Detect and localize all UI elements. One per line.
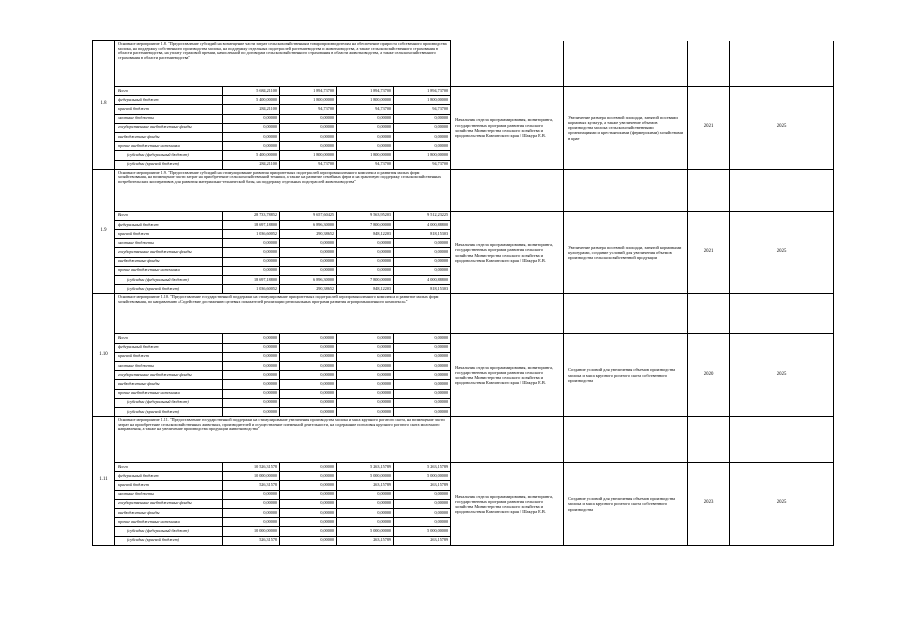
amount-cell: 1 036,60052 (223, 230, 280, 239)
amount-cell: 526,31578 (223, 536, 280, 545)
amount-cell: 0,00000 (394, 248, 451, 257)
amount-cell: 0,00000 (280, 114, 337, 123)
amount-cell: 0,00000 (337, 114, 394, 123)
amount-cell: 1 800,00000 (394, 151, 451, 160)
expected-result: Создание условий для увеличения объемов производства молока и мяса крупного рогатого скота собственного производства (564, 463, 688, 546)
blank-cell (688, 294, 730, 334)
amount-cell: 290,38652 (280, 285, 337, 294)
start-year: 2021 (688, 211, 730, 294)
funding-source-label: федеральный бюджет (115, 343, 223, 352)
amount-cell: 0,00000 (223, 407, 280, 416)
funding-source-label: внебюджетные фонды (115, 380, 223, 389)
funding-source-label: (субсидии (краевой бюджет) (115, 160, 223, 169)
amount-cell: 0,00000 (280, 371, 337, 380)
amount-cell: 0,00000 (223, 371, 280, 380)
amount-cell: 1 800,00000 (394, 96, 451, 105)
funding-source-label: Всего (115, 211, 223, 220)
amount-cell: 0,00000 (337, 407, 394, 416)
end-year: 2025 (730, 211, 834, 294)
blank-cell (451, 294, 564, 334)
document-page (92, 40, 833, 546)
blank-cell (564, 41, 688, 87)
table-row (93, 334, 834, 343)
table-row (93, 87, 834, 96)
amount-cell: 0,00000 (280, 398, 337, 407)
amount-cell: 7 800,00000 (337, 220, 394, 229)
amount-cell: 0,00000 (394, 509, 451, 518)
amount-cell: 0,00000 (223, 361, 280, 370)
amount-cell: 0,00000 (280, 481, 337, 490)
amount-cell: 0,00000 (280, 509, 337, 518)
amount-cell: 1 894,73700 (280, 87, 337, 96)
amount-cell: 18 697,18800 (223, 276, 280, 285)
measure-index: 1.8 (93, 41, 115, 170)
amount-cell: 0,00000 (394, 239, 451, 248)
funding-source-label: прочие внебюджетные источники (115, 142, 223, 151)
amount-cell: 0,00000 (337, 361, 394, 370)
amount-cell: 9 563,95203 (337, 211, 394, 220)
amount-cell: 0,00000 (394, 343, 451, 352)
amount-cell: 0,00000 (394, 142, 451, 151)
blank-cell (451, 41, 564, 87)
amount-cell: 0,00000 (394, 123, 451, 132)
amount-cell: 94,73700 (394, 105, 451, 114)
funding-source-label: внебюджетные фонды (115, 257, 223, 266)
measure-index: 1.11 (93, 417, 115, 546)
amount-cell: 0,00000 (337, 490, 394, 499)
amount-cell: 4 000,88800 (394, 220, 451, 229)
blank-cell (688, 41, 730, 87)
amount-cell: 0,00000 (280, 361, 337, 370)
start-year: 2023 (688, 463, 730, 546)
amount-cell: 0,00000 (280, 407, 337, 416)
amount-cell: 10 526,31578 (223, 463, 280, 472)
amount-cell: 6 896,30000 (280, 220, 337, 229)
amount-cell: 0,00000 (337, 398, 394, 407)
amount-cell: 94,73700 (337, 105, 394, 114)
funding-source-label: (субсидии (федеральный бюджет) (115, 276, 223, 285)
amount-cell: 28 733,78852 (223, 211, 280, 220)
amount-cell: 5 000,00000 (337, 472, 394, 481)
expected-result: Создание условий для увеличения объемов производства молока и мяса крупного рогатого скота собственного производства (564, 334, 688, 417)
funding-source-label: Всего (115, 87, 223, 96)
amount-cell: 1 800,00000 (337, 96, 394, 105)
blank-cell (730, 169, 834, 211)
funding-source-label: (субсидии (федеральный бюджет) (115, 398, 223, 407)
amount-cell: 0,00000 (280, 123, 337, 132)
amount-cell: 290,38652 (280, 230, 337, 239)
funding-source-label: внебюджетные фонды (115, 509, 223, 518)
amount-cell: 0,00000 (394, 490, 451, 499)
expected-result: Увеличение размера посевной площади, занятой кормовыми культурами, создание условий для увеличения объемов производства сельскохозяйственной продукции (564, 211, 688, 294)
amount-cell: 1 800,00000 (280, 151, 337, 160)
blank-cell (451, 417, 564, 463)
amount-cell: 6 896,30000 (280, 276, 337, 285)
measure-title: Основное мероприятие 1.10. "Предоставление государственной поддержки на стимулирование приоритетных подотраслей агропромышленного комплекса и развитие малых форм хозяйствования, по направлению «Содействие достижению целевых показателей реализации региональных программ развития агропромышленного комплекса»" (115, 294, 451, 334)
amount-cell: 0,00000 (394, 266, 451, 275)
amount-cell: 0,00000 (337, 509, 394, 518)
amount-cell: 0,00000 (394, 257, 451, 266)
responsible-person: Начальник отдела программирования, мониторинга, государственных программ развития сельского хозяйства Министерства сельского хозяйства и продовольствия Камчатского края / Шакура Е.В. (451, 334, 564, 417)
amount-cell: 0,00000 (337, 132, 394, 141)
amount-cell: 0,00000 (223, 334, 280, 343)
end-year: 2025 (730, 463, 834, 546)
amount-cell: 284,21100 (223, 105, 280, 114)
amount-cell: 0,00000 (394, 407, 451, 416)
amount-cell: 0,00000 (337, 380, 394, 389)
blank-cell (564, 169, 688, 211)
amount-cell: 0,00000 (280, 527, 337, 536)
amount-cell: 0,00000 (337, 518, 394, 527)
amount-cell: 818,15303 (394, 285, 451, 294)
amount-cell: 0,00000 (280, 518, 337, 527)
funding-source-label: местные бюджеты (115, 361, 223, 370)
funding-source-label: (субсидии (краевой бюджет) (115, 536, 223, 545)
amount-cell: 0,00000 (280, 239, 337, 248)
amount-cell: 0,00000 (280, 490, 337, 499)
amount-cell: 10 000,00000 (223, 527, 280, 536)
amount-cell: 94,73700 (280, 105, 337, 114)
amount-cell: 94,73700 (394, 160, 451, 169)
amount-cell: 0,00000 (223, 398, 280, 407)
blank-cell (564, 417, 688, 463)
responsible-person: Начальник отдела программирования, мониторинга, государственных программ развития сельского хозяйства Министерства сельского хозяйства и продовольствия Камчатского края / Шакура Е.В. (451, 211, 564, 294)
blank-cell (730, 41, 834, 87)
amount-cell: 0,00000 (280, 257, 337, 266)
amount-cell: 848,12203 (337, 230, 394, 239)
amount-cell: 0,00000 (337, 142, 394, 151)
amount-cell: 0,00000 (223, 389, 280, 398)
responsible-person: Начальник отдела программирования, мониторинга, государственных программ развития сельского хозяйства Министерства сельского хозяйства и продовольствия Камчатского края / Шакура Е.В. (451, 87, 564, 170)
amount-cell: 1 036,60052 (223, 285, 280, 294)
funding-source-label: (субсидии (краевой бюджет) (115, 285, 223, 294)
amount-cell: 0,00000 (337, 123, 394, 132)
measure-title: Основное мероприятие 1.9. "Предоставление субсидий на стимулирование развития приоритетных подотраслей агропромышленного комплекса и развития малых форм хозяйствования, на возмещение части затрат на приобретение сельскохозяйственной техники, а также на развитие семейных ферм и на грантовую поддержку сельскохозяйственных потребительских кооперативов для развития материально-технической базы, на поддержку отдельных подотраслей животноводства" (115, 169, 451, 211)
funding-source-label: прочие внебюджетные источники (115, 266, 223, 275)
amount-cell: 284,21100 (223, 160, 280, 169)
amount-cell: 0,00000 (280, 472, 337, 481)
amount-cell: 0,00000 (280, 266, 337, 275)
amount-cell: 0,00000 (223, 123, 280, 132)
measure-title-row (93, 169, 834, 211)
amount-cell: 0,00000 (223, 132, 280, 141)
amount-cell: 848,12203 (337, 285, 394, 294)
amount-cell: 0,00000 (337, 334, 394, 343)
amount-cell: 0,00000 (394, 398, 451, 407)
amount-cell: 0,00000 (280, 499, 337, 508)
funding-source-label: государственные внебюджетные фонды (115, 248, 223, 257)
amount-cell: 263,15789 (394, 481, 451, 490)
measure-index: 1.10 (93, 294, 115, 417)
end-year: 2025 (730, 87, 834, 170)
measure-title-row (93, 417, 834, 463)
amount-cell: 1 894,73700 (394, 87, 451, 96)
amount-cell: 0,00000 (223, 248, 280, 257)
blank-cell (730, 417, 834, 463)
amount-cell: 0,00000 (223, 343, 280, 352)
funding-source-label: федеральный бюджет (115, 96, 223, 105)
measure-title-row (93, 41, 834, 87)
amount-cell: 0,00000 (337, 343, 394, 352)
program-measures-table (92, 40, 834, 546)
funding-source-label: государственные внебюджетные фонды (115, 499, 223, 508)
amount-cell: 5 000,00000 (394, 472, 451, 481)
amount-cell: 1 800,00000 (337, 151, 394, 160)
amount-cell: 0,00000 (394, 499, 451, 508)
amount-cell: 4 000,88800 (394, 276, 451, 285)
funding-source-label: краевой бюджет (115, 481, 223, 490)
amount-cell: 1 894,73700 (337, 87, 394, 96)
funding-source-label: (субсидии (федеральный бюджет) (115, 151, 223, 160)
amount-cell: 0,00000 (280, 352, 337, 361)
amount-cell: 5 400,00000 (223, 151, 280, 160)
funding-source-label: краевой бюджет (115, 352, 223, 361)
amount-cell: 0,00000 (280, 142, 337, 151)
amount-cell: 0,00000 (394, 114, 451, 123)
amount-cell: 0,00000 (280, 334, 337, 343)
amount-cell: 0,00000 (394, 361, 451, 370)
funding-source-label: прочие внебюджетные источники (115, 389, 223, 398)
amount-cell: 0,00000 (223, 114, 280, 123)
funding-source-label: государственные внебюджетные фонды (115, 371, 223, 380)
amount-cell: 526,31578 (223, 481, 280, 490)
amount-cell: 0,00000 (394, 389, 451, 398)
amount-cell: 0,00000 (223, 499, 280, 508)
amount-cell: 0,00000 (394, 518, 451, 527)
amount-cell: 0,00000 (337, 257, 394, 266)
amount-cell: 0,00000 (223, 380, 280, 389)
amount-cell: 0,00000 (280, 343, 337, 352)
amount-cell: 0,00000 (337, 352, 394, 361)
blank-cell (564, 294, 688, 334)
blank-cell (730, 294, 834, 334)
funding-source-label: местные бюджеты (115, 239, 223, 248)
amount-cell: 94,73700 (280, 160, 337, 169)
table-row (93, 463, 834, 472)
start-year: 2021 (688, 87, 730, 170)
amount-cell: 0,00000 (280, 463, 337, 472)
funding-source-label: Всего (115, 463, 223, 472)
blank-cell (451, 169, 564, 211)
funding-source-label: местные бюджеты (115, 114, 223, 123)
measure-index: 1.9 (93, 169, 115, 294)
measure-title: Основное мероприятие 1.8. "Предоставление субсидий на возмещение части затрат сельскохозяйственным товаропроизводителям на обеспечение прироста собственного производства молока, на поддержку собственного производства молока, на поддержку отдельных подотраслей растениеводства и животноводства, а также сельскохозяйственного страхования в области растениеводства, на уплату страховой премии, начисленной по договорам сельскохозяйственного страхования в области животноводства, а также сельскохозяйственного страхования в области растениеводства" (115, 41, 451, 87)
amount-cell: 0,00000 (223, 257, 280, 266)
amount-cell: 263,15789 (337, 481, 394, 490)
amount-cell: 0,00000 (223, 509, 280, 518)
amount-cell: 0,00000 (394, 132, 451, 141)
funding-source-label: прочие внебюджетные источники (115, 518, 223, 527)
amount-cell: 5 400,00000 (223, 96, 280, 105)
amount-cell: 0,00000 (223, 142, 280, 151)
amount-cell: 5 263,15789 (337, 463, 394, 472)
measure-title-row (93, 294, 834, 334)
end-year: 2025 (730, 334, 834, 417)
amount-cell: 263,15789 (394, 536, 451, 545)
funding-source-label: государственные внебюджетные фонды (115, 123, 223, 132)
funding-source-label: (субсидии (федеральный бюджет) (115, 527, 223, 536)
amount-cell: 94,73700 (337, 160, 394, 169)
amount-cell: 9 657,60425 (280, 211, 337, 220)
amount-cell: 0,00000 (394, 352, 451, 361)
amount-cell: 1 800,00000 (280, 96, 337, 105)
blank-cell (688, 417, 730, 463)
funding-source-label: краевой бюджет (115, 230, 223, 239)
funding-source-label: краевой бюджет (115, 105, 223, 114)
start-year: 2020 (688, 334, 730, 417)
amount-cell: 0,00000 (280, 380, 337, 389)
funding-source-label: федеральный бюджет (115, 220, 223, 229)
amount-cell: 0,00000 (337, 499, 394, 508)
amount-cell: 0,00000 (223, 518, 280, 527)
amount-cell: 0,00000 (337, 239, 394, 248)
amount-cell: 0,00000 (280, 536, 337, 545)
amount-cell: 9 512,23225 (394, 211, 451, 220)
amount-cell: 0,00000 (337, 266, 394, 275)
amount-cell: 263,15789 (337, 536, 394, 545)
funding-source-label: (субсидии (краевой бюджет) (115, 407, 223, 416)
amount-cell: 0,00000 (280, 132, 337, 141)
responsible-person: Начальник отдела программирования, мониторинга, государственных программ развития сельского хозяйства Министерства сельского хозяйства и продовольствия Камчатского края / Шакура Е.В. (451, 463, 564, 546)
table-row (93, 211, 834, 220)
amount-cell: 0,00000 (394, 380, 451, 389)
amount-cell: 0,00000 (394, 334, 451, 343)
blank-cell (688, 169, 730, 211)
amount-cell: 5 000,00000 (337, 527, 394, 536)
amount-cell: 7 800,00000 (337, 276, 394, 285)
amount-cell: 5 684,21100 (223, 87, 280, 96)
amount-cell: 0,00000 (223, 239, 280, 248)
amount-cell: 0,00000 (223, 352, 280, 361)
amount-cell: 0,00000 (223, 490, 280, 499)
amount-cell: 0,00000 (394, 371, 451, 380)
amount-cell: 5 000,00000 (394, 527, 451, 536)
amount-cell: 5 263,15789 (394, 463, 451, 472)
amount-cell: 0,00000 (337, 389, 394, 398)
amount-cell: 10 000,00000 (223, 472, 280, 481)
amount-cell: 818,15303 (394, 230, 451, 239)
amount-cell: 0,00000 (223, 266, 280, 275)
amount-cell: 0,00000 (337, 371, 394, 380)
funding-source-label: внебюджетные фонды (115, 132, 223, 141)
funding-source-label: федеральный бюджет (115, 472, 223, 481)
funding-source-label: Всего (115, 334, 223, 343)
amount-cell: 18 697,18800 (223, 220, 280, 229)
amount-cell: 0,00000 (337, 248, 394, 257)
expected-result: Увеличение размера посевной площади, занятой посевами кормовых культур, а также увеличение объемов производства молока сельскохозяйственными организациями и крестьянскими (фермерскими) хозяйствами в крае (564, 87, 688, 170)
funding-source-label: местные бюджеты (115, 490, 223, 499)
amount-cell: 0,00000 (280, 248, 337, 257)
amount-cell: 0,00000 (280, 389, 337, 398)
measure-title: Основное мероприятие 1.11. "Предоставление государственной поддержки на стимулирование увеличения производства молока и мяса крупного рогатого скота, на возмещение части затрат на приобретение сельскохозяйственных животных, производителей и осуществление племенной деятельности, на содержание поголовья крупного рогатого скота молочного направления, а также на увеличение производства продукции животноводства" (115, 417, 451, 463)
